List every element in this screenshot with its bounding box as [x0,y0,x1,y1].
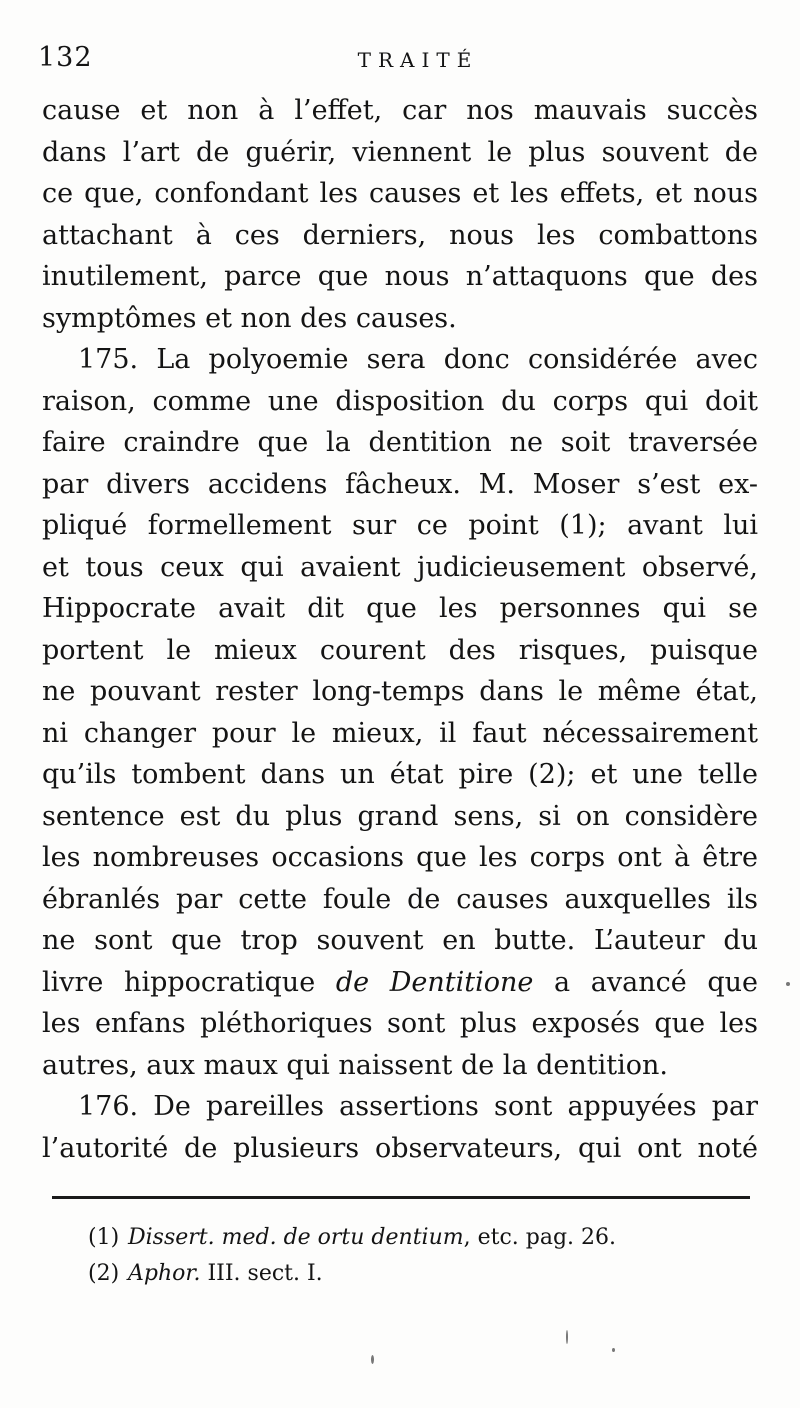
text-line-with-italic [42,962,758,1004]
text-line: faire craindre que la dentition ne soit traversée [42,427,758,458]
paragraph-175-start: 175. La polyoemie sera donc considérée avec [78,344,758,375]
text-line: sentence est du plus grand sens, si on considère [42,800,758,832]
text-line: ébranlés par cette foule de causes auxquelles ils [42,883,758,915]
running-head [38,42,758,82]
footnote-marker: (2) [88,1261,120,1286]
body-text [42,90,758,1169]
text-line: les nombreuses occasions que les corps ont à être [42,842,758,873]
footnote-text: III. sect. I. [200,1261,323,1286]
running-title: TRAITÉ [357,48,479,72]
text-line: l’autorité de plusieurs observateurs, qui ont noté [42,1132,758,1164]
footnote-marker: (1) [88,1225,120,1250]
text-line: par divers accidens fâcheux. M. Moser s’est ex- [42,468,758,500]
text-line: qu’ils tombent dans un état pire (2); et une telle [42,759,758,790]
footnote-2 [88,1256,728,1292]
footnote-citation: Dissert. med. de ortu dentium [128,1225,464,1250]
page-number: 132 [38,42,93,73]
paper-speck [566,1330,568,1344]
footnote-rule [52,1196,750,1199]
text-line: les enfans pléthoriques sont plus exposés que les [42,1008,758,1039]
text-line: et tous ceux qui avaient judicieusement observé, [42,551,758,583]
footnotes [88,1220,728,1292]
text-segment: livre hippocratique [42,966,336,998]
text-line: ne pouvant rester long-temps dans le même état, [42,676,758,707]
text-line: raison, comme une disposition du corps qui doit [42,385,758,417]
italic-title: de Dentitione [335,966,534,998]
text-line: symptômes et non des causes. [42,302,457,334]
paper-speck [612,1348,615,1352]
text-line: cause et non à l’effet, car nos mauvais succès [42,95,758,126]
text-line: autres, aux maux qui naissent de la dentition. [42,1049,668,1081]
paper-speck [786,982,790,986]
footnote-1 [88,1220,728,1256]
text-line: dans l’art de guérir, viennent le plus souvent de [42,136,758,168]
text-line: ni changer pour le mieux, il faut nécessairement [42,717,758,749]
paper-speck [371,1355,374,1364]
text-line: portent le mieux courent des risques, puisque [42,634,758,666]
text-line: ne sont que trop souvent en butte. L’auteur du [42,925,758,956]
footnote-citation: Aphor. [128,1261,201,1286]
text-line: ce que, confondant les causes et les effets, et nous [42,178,758,209]
text-line: inutilement, parce que nous n’attaquons que des [42,261,758,292]
footnote-text: , etc. pag. 26. [463,1225,617,1250]
text-line: pliqué formellement sur ce point (1); avant lui [42,510,758,541]
paragraph-176-start: 176. De pareilles assertions sont appuyées par [78,1091,758,1122]
text-line: attachant à ces derniers, nous les combattons [42,219,758,251]
text-segment: a avancé que [533,966,758,998]
text-line: Hippocrate avait dit que les personnes qui se [42,593,758,624]
